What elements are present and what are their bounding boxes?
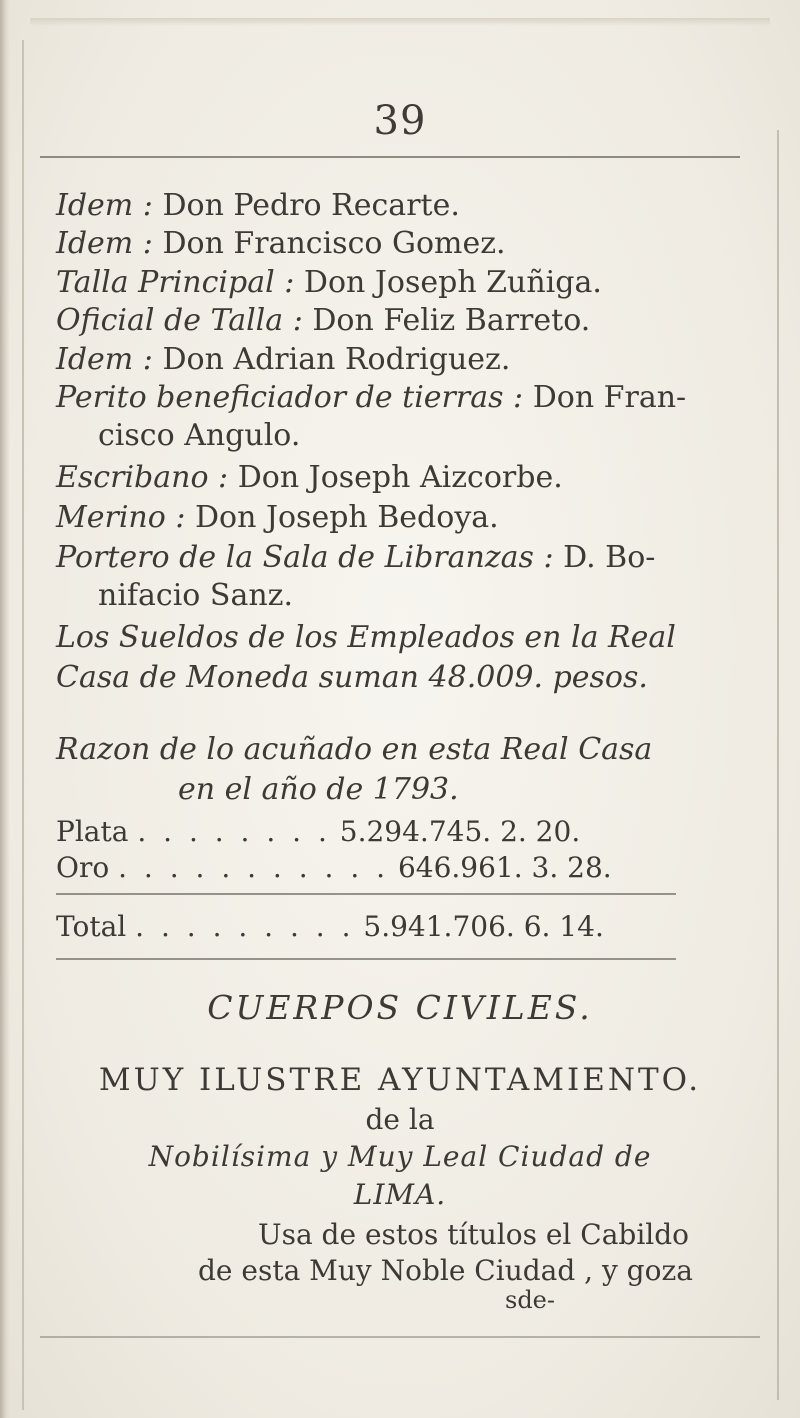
coinage-total-row	[56, 910, 604, 944]
official-name: Don Francisco Gomez.	[162, 226, 506, 261]
official-name-continuation: cisco Angulo.	[98, 418, 301, 453]
top-smudge	[30, 18, 770, 26]
coinage-row-gold	[56, 851, 612, 885]
header-rule	[40, 156, 740, 158]
council-text-line: Usa de estos títulos el Cabildo	[258, 1218, 690, 1251]
official-title: Idem :	[56, 188, 153, 223]
footer-rule	[40, 1336, 760, 1338]
official-name: Don Pedro Recarte.	[162, 188, 460, 223]
official-title: Portero de la Sala de Libranzas :	[56, 540, 554, 575]
total-label: Total	[56, 910, 127, 943]
official-name: D. Bo-	[563, 540, 656, 575]
council-city-name: LIMA.	[353, 1178, 447, 1211]
official-title: Idem :	[56, 342, 153, 377]
official-entry	[56, 265, 602, 301]
official-title: Oficial de Talla :	[56, 303, 303, 338]
official-title: Escribano :	[56, 460, 229, 495]
official-name: Don Feliz Barreto.	[312, 303, 591, 338]
page-number: 39	[373, 98, 427, 144]
leader-dots: . . . . . . . . . . .	[118, 851, 390, 884]
official-entry	[56, 500, 499, 536]
official-title: Merino :	[56, 500, 186, 535]
official-entry	[56, 303, 590, 339]
official-entry	[56, 380, 686, 416]
official-entry	[56, 342, 510, 378]
official-title: Idem :	[56, 226, 153, 261]
official-name: Don Joseph Zuñiga.	[303, 265, 602, 300]
amount: 646.961. 3. 28.	[397, 851, 612, 884]
coinage-row-silver	[56, 815, 580, 849]
official-entry	[56, 460, 563, 496]
sum-rule	[56, 893, 676, 895]
official-name: Don Fran-	[532, 380, 687, 415]
salaries-note-line: Los Sueldos de los Empleados en la Real	[56, 620, 676, 655]
council-of: de la	[365, 1103, 435, 1136]
coinage-heading: Razon de lo acuñado en esta Real Casa	[56, 732, 653, 767]
official-name: Don Joseph Bedoya.	[194, 500, 499, 535]
official-entry	[56, 226, 506, 262]
official-name: Don Joseph Aizcorbe.	[237, 460, 563, 495]
leader-dots: . . . . . . . . .	[135, 910, 355, 943]
official-title: Perito beneficiador de tierras :	[56, 380, 524, 415]
amount: 5.294.745. 2. 20.	[339, 815, 581, 848]
leader-dots: . . . . . . . .	[137, 815, 331, 848]
council-city-line: Nobilísima y Muy Leal Ciudad de	[148, 1140, 652, 1173]
council-text-line: de esta Muy Noble Ciudad , y goza	[198, 1254, 693, 1287]
metal-label: Oro	[56, 851, 110, 884]
total-amount: 5.941.706. 6. 14.	[363, 910, 604, 943]
official-title: Talla Principal :	[56, 265, 295, 300]
section-title: CUERPOS CIVILES.	[207, 988, 593, 1027]
catchword: sde-	[505, 1286, 555, 1314]
metal-label: Plata	[56, 815, 129, 848]
official-entry	[56, 188, 460, 224]
coinage-heading: en el año de 1793.	[178, 772, 459, 807]
official-name-continuation: nifacio Sanz.	[98, 578, 293, 613]
total-rule	[56, 958, 676, 960]
salaries-note-line: Casa de Moneda suman 48.009. pesos.	[56, 660, 648, 695]
council-title: MUY ILUSTRE AYUNTAMIENTO.	[98, 1062, 702, 1098]
official-name: Don Adrian Rodriguez.	[162, 342, 511, 377]
official-entry	[56, 540, 655, 576]
